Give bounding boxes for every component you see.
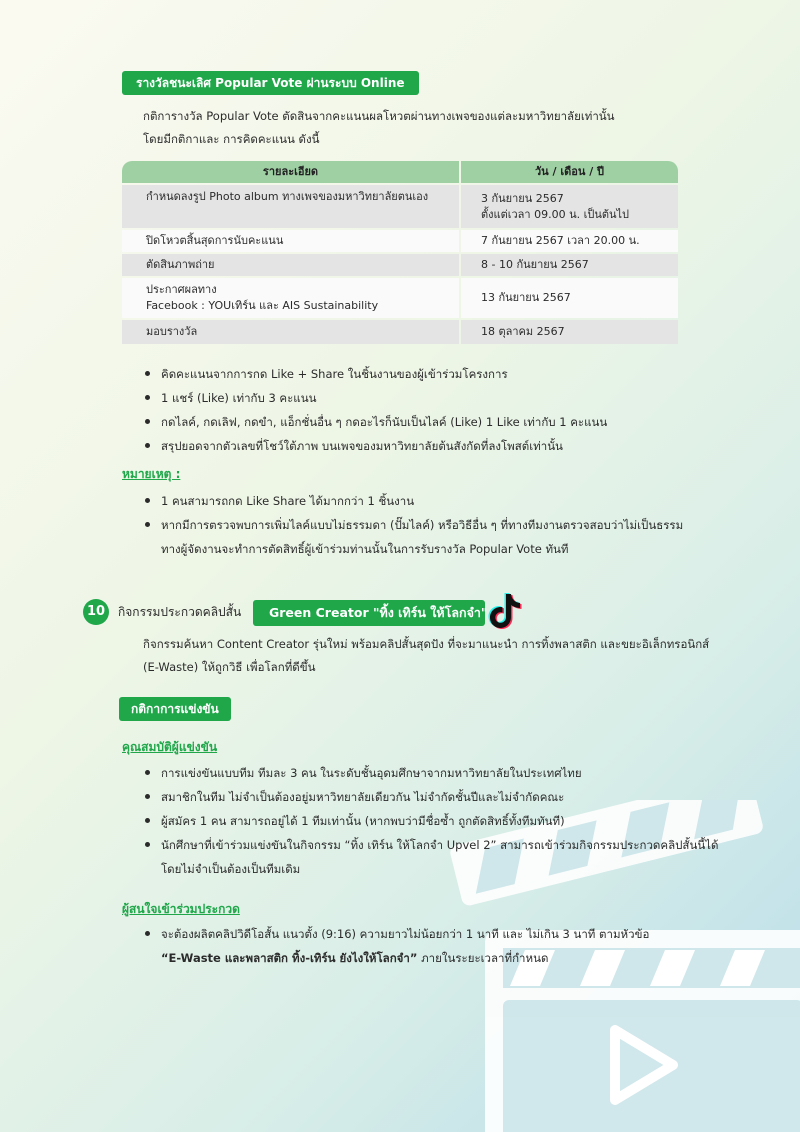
row-date: 3 กันยายน 2567 (481, 191, 564, 205)
note-text: หากมีการตรวจพบการเพิ่มไลค์แบบไม่ธรรมดา (ปั๊มไลค์) หรือวิธีอื่น ๆ ที่ทางทีมงานตรวจสอบว่าไม่เป็นธรรม (161, 518, 684, 532)
table-row (122, 320, 678, 344)
list-item (143, 922, 649, 970)
tiktok-icon (480, 588, 526, 634)
note-text-cont: ทางผู้จัดงานจะทำการตัดสิทธิ์ผู้เข้าร่วมท่านนั้นในการรับรางวัล Popular Vote ทันที (161, 542, 569, 556)
row-date: 7 กันยายน 2567 เวลา 20.00 น. (481, 234, 640, 247)
qualifications-list (143, 761, 718, 881)
interested-text-cont (161, 946, 649, 970)
desc-line-2: (E-Waste) ให้ถูกวิธี เพื่อโลกที่ดีขึ้น (143, 660, 316, 674)
notes-list (143, 489, 683, 561)
list-item (143, 761, 718, 785)
list-item (143, 833, 718, 881)
row-detail: ประกาศผลทาง (146, 283, 217, 296)
row-date-extra: ตั้งแต่เวลา 09.00 น. เป็นต้นไป (481, 207, 630, 221)
row-date: 13 กันยายน 2567 (481, 291, 571, 304)
popular-vote-heading: รางวัลชนะเลิศ Popular Vote ผ่านระบบ Online (122, 71, 419, 95)
table-header (122, 161, 678, 183)
list-item (143, 489, 683, 513)
interested-text: จะต้องผลิตคลิปวิดีโอสั้น แนวตั้ง (9:16) ความยาวไม่น้อยกว่า 1 นาที และ ไม่เกิน 3 นาที ตามหัวข้อ (161, 927, 650, 941)
green-creator-banner: Green Creator "ทิ้ง เทิร์น ให้โลกจำ" (253, 600, 485, 626)
row-detail: กำหนดลงรูป Photo album ทางเพจของมหาวิทยาลัยตนเอง (146, 190, 429, 203)
header-date: วัน / เดือน / ปี (461, 161, 678, 183)
intro-line-2: โดยมีกติกาและ การคิดคะแนน ดังนี้ (143, 132, 320, 146)
table-row (122, 230, 678, 252)
row-detail-extra: Facebook : YOUเทิร์น และ AIS Sustainability (146, 299, 379, 312)
table-row (122, 185, 678, 228)
activity-number-badge: 10 (83, 599, 109, 625)
row-date: 18 ตุลาคม 2567 (481, 325, 565, 338)
qualification-text: นักศึกษาที่เข้าร่วมแข่งขันในกิจกรรม “ทิ้ง เทิร์น ให้โลกจำ Upvel 2” สามารถเข้าร่วมกิจกรรมประกวดคลิปสั้นนี้ได้ (161, 838, 719, 852)
topic-suffix: ภายในระยะเวลาที่กำหนด (417, 951, 549, 965)
header-detail: รายละเอียด (122, 161, 459, 183)
table-row (122, 278, 678, 318)
list-item (143, 785, 718, 809)
list-item (143, 809, 718, 833)
row-date: 8 - 10 กันยายน 2567 (481, 258, 589, 271)
list-item (143, 513, 683, 561)
row-detail: ตัดสินภาพถ่าย (146, 258, 215, 271)
activity-description (143, 633, 709, 679)
list-item: สรุปยอดจากตัวเลขที่โชว์ใต้ภาพ บนเพจของมหาวิทยาลัยต้นสังกัดที่ลงโพสต์เท่านั้น (143, 434, 607, 458)
competition-rules-heading: กติกาการแข่งขัน (119, 697, 231, 721)
list-item: คิดคะแนนจากการกด Like + Share ในชิ้นงานของผู้เข้าร่วมโครงการ (143, 362, 607, 386)
note-label: หมายเหตุ : (122, 467, 181, 481)
schedule-table (122, 161, 678, 346)
interested-list (143, 922, 649, 970)
note-text: 1 คนสามารถกด Like Share ได้มากกว่า 1 ชิ้นงาน (161, 494, 415, 508)
qualification-text: การแข่งขันแบบทีม ทีมละ 3 คน ในระดับชั้นอุดมศึกษาจากมหาวิทยาลัยในประเทศไทย (161, 766, 582, 780)
interested-label: ผู้สนใจเข้าร่วมประกวด (122, 902, 240, 916)
row-detail: ปิดโหวตสิ้นสุดการนับคะแนน (146, 234, 284, 247)
qualification-text: ผู้สมัคร 1 คน สามารถอยู่ได้ 1 ทีมเท่านั้น (หากพบว่ามีชื่อซ้ำ ถูกตัดสิทธิ์ทั้งทีมทันที) (161, 814, 565, 828)
list-item: 1 แชร์ (Like) เท่ากับ 3 คะแนน (143, 386, 607, 410)
qualification-text: สมาชิกในทีม ไม่จำเป็นต้องอยู่มหาวิทยาลัยเดียวกัน ไม่จำกัดชั้นปีและไม่จำกัดคณะ (161, 790, 565, 804)
table-row (122, 254, 678, 276)
activity-title: กิจกรรมประกวดคลิปสั้น (118, 605, 242, 619)
topic-title: “E-Waste และพลาสติก ทิ้ง-เทิร์น ยังไงให้โลกจำ” (161, 951, 418, 965)
qualification-text-cont: โดยไม่จำเป็นต้องเป็นทีมเดิม (161, 862, 301, 876)
row-detail: มอบรางวัล (146, 325, 198, 338)
popular-vote-intro (143, 105, 615, 151)
qualification-label: คุณสมบัติผู้แข่งขัน (122, 740, 218, 754)
list-item: กดไลค์, กดเลิฟ, กดขำ, แอ็กชั่นอื่น ๆ กดอะไรก็นับเป็นไลค์ (Like) 1 Like เท่ากับ 1 คะแนน (143, 410, 607, 434)
scoring-rules-list (143, 362, 607, 458)
desc-line-1: กิจกรรมค้นหา Content Creator รุ่นใหม่ พร้อมคลิปสั้นสุดปัง ที่จะมาแนะนำ การทิ้งพลาสติก และขยะอิเล็กทรอนิกส์ (143, 637, 710, 651)
intro-line-1: กติการางวัล Popular Vote ตัดสินจากคะแนนผลโหวตผ่านทางเพจของแต่ละมหาวิทยาลัยเท่านั้น (143, 109, 615, 123)
